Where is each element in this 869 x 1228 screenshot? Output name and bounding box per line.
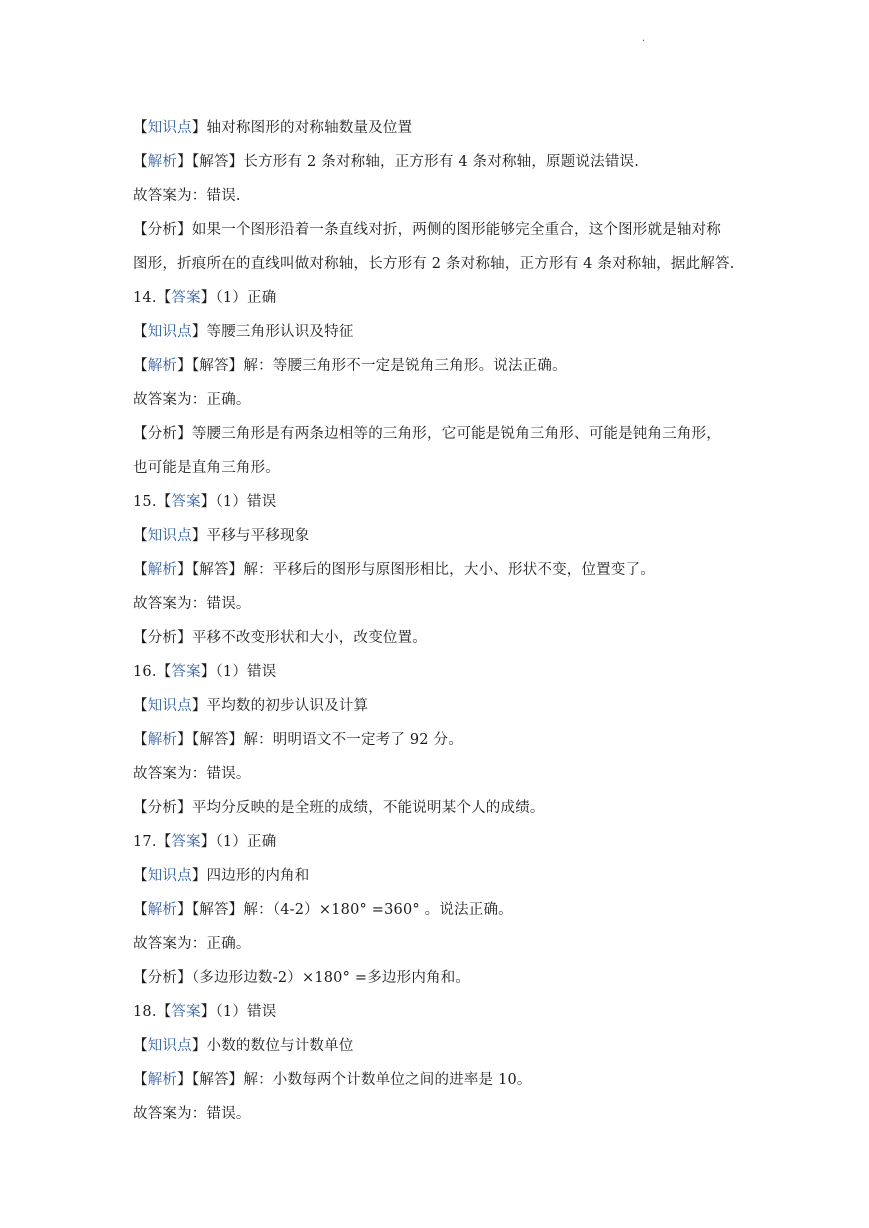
bracket-open: 【 bbox=[133, 324, 148, 340]
doc-line bbox=[133, 111, 743, 145]
line-tag: 答案 bbox=[171, 494, 201, 510]
bracket-open: 【 bbox=[133, 902, 148, 918]
bracket-open: 【 bbox=[156, 834, 172, 850]
line-tag: 解析 bbox=[147, 732, 178, 748]
line-tag: 知识点 bbox=[147, 1038, 192, 1054]
doc-line bbox=[133, 553, 743, 587]
line-subtag: 【分析】 bbox=[133, 800, 192, 816]
line-text: 故答案为：正确。 bbox=[133, 936, 251, 952]
bracket-open: 【 bbox=[133, 528, 148, 544]
doc-line bbox=[133, 213, 743, 247]
doc-line bbox=[133, 1029, 743, 1063]
bracket-close: 】 bbox=[200, 290, 216, 306]
line-text: 解：平移后的图形与原图形相比，大小、形状不变，位置变了。 bbox=[243, 562, 655, 578]
bracket-open: 【 bbox=[133, 868, 148, 884]
doc-line bbox=[133, 281, 743, 315]
bracket-open: 【 bbox=[156, 664, 172, 680]
doc-line bbox=[133, 757, 743, 791]
bracket-close: 】 bbox=[200, 494, 216, 510]
line-text: 轴对称图形的对称轴数量及位置 bbox=[206, 120, 413, 136]
bracket-open: 【 bbox=[156, 1004, 172, 1020]
line-text: 解：小数每两个计数单位之间的进率是 10。 bbox=[243, 1072, 532, 1088]
doc-line bbox=[133, 859, 743, 893]
line-tag: 答案 bbox=[171, 290, 201, 306]
doc-line bbox=[133, 893, 743, 927]
doc-line bbox=[133, 383, 743, 417]
line-text: 故答案为：正确。 bbox=[133, 392, 251, 408]
line-text: 解：等腰三角形不一定是锐角三角形。说法正确。 bbox=[243, 358, 567, 374]
bracket-close: 】 bbox=[191, 1038, 207, 1054]
doc-line bbox=[133, 485, 743, 519]
bracket-open: 【 bbox=[156, 290, 172, 306]
doc-line bbox=[133, 587, 743, 621]
line-number: 18. bbox=[133, 1004, 157, 1020]
bracket-close: 】 bbox=[177, 732, 192, 748]
line-tag: 知识点 bbox=[147, 868, 192, 884]
line-subtag: 【解答】 bbox=[191, 902, 244, 918]
line-subtag: 【分析】 bbox=[133, 222, 192, 238]
doc-line bbox=[133, 621, 743, 655]
doc-line bbox=[133, 927, 743, 961]
line-subtag: 【解答】 bbox=[191, 1072, 244, 1088]
bracket-close: 】 bbox=[177, 358, 192, 374]
line-subtag: 【分析】 bbox=[133, 970, 192, 986]
line-text: 平移不改变形状和大小，改变位置。 bbox=[191, 630, 428, 646]
doc-line bbox=[133, 247, 743, 281]
line-number: 14. bbox=[133, 290, 157, 306]
line-text: 故答案为：错误。 bbox=[133, 766, 251, 782]
line-text: 四边形的内角和 bbox=[206, 868, 310, 884]
line-text: （1）正确 bbox=[215, 290, 277, 306]
line-tag: 答案 bbox=[171, 664, 201, 680]
doc-line bbox=[133, 655, 743, 689]
doc-line bbox=[133, 995, 743, 1029]
bracket-open: 【 bbox=[133, 358, 148, 374]
line-tag: 解析 bbox=[147, 358, 178, 374]
line-text: 如果一个图形沿着一条直线对折，两侧的图形能够完全重合，这个图形就是轴对称 bbox=[191, 222, 722, 238]
line-text: （1）错误 bbox=[215, 664, 277, 680]
line-text: （1）错误 bbox=[215, 494, 277, 510]
line-text: 平移与平移现象 bbox=[206, 528, 310, 544]
line-number: 16. bbox=[133, 664, 157, 680]
line-tag: 答案 bbox=[171, 1004, 201, 1020]
line-text: 等腰三角形是有两条边相等的三角形，它可能是锐角三角形、可能是钝角三角形， bbox=[191, 426, 722, 442]
doc-line bbox=[133, 417, 743, 451]
bracket-open: 【 bbox=[133, 698, 148, 714]
doc-line bbox=[133, 689, 743, 723]
answer-content bbox=[133, 111, 743, 1131]
bracket-close: 】 bbox=[177, 902, 192, 918]
line-tag: 知识点 bbox=[147, 698, 192, 714]
line-text: 故答案为：错误. bbox=[133, 188, 241, 204]
bracket-close: 】 bbox=[177, 562, 192, 578]
doc-line bbox=[133, 519, 743, 553]
line-text: 图形，折痕所在的直线叫做对称轴，长方形有 2 条对称轴，正方形有 4 条对称轴，据此解答. bbox=[133, 256, 735, 272]
page-mark: . bbox=[642, 33, 646, 44]
doc-line bbox=[133, 961, 743, 995]
line-tag: 知识点 bbox=[147, 528, 192, 544]
line-text: 故答案为：错误。 bbox=[133, 596, 251, 612]
bracket-close: 】 bbox=[177, 154, 192, 170]
line-tag: 解析 bbox=[147, 154, 178, 170]
doc-line bbox=[133, 825, 743, 859]
doc-line bbox=[133, 791, 743, 825]
bracket-open: 【 bbox=[156, 494, 172, 510]
bracket-open: 【 bbox=[133, 732, 148, 748]
bracket-close: 】 bbox=[200, 664, 216, 680]
line-tag: 知识点 bbox=[147, 120, 192, 136]
bracket-open: 【 bbox=[133, 154, 148, 170]
doc-line bbox=[133, 179, 743, 213]
line-text: 解：明明语文不一定考了 92 分。 bbox=[243, 732, 463, 748]
bracket-close: 】 bbox=[191, 120, 207, 136]
line-text: 也可能是直角三角形。 bbox=[133, 460, 280, 476]
bracket-close: 】 bbox=[200, 1004, 216, 1020]
bracket-open: 【 bbox=[133, 120, 148, 136]
line-text: （1）错误 bbox=[215, 1004, 277, 1020]
line-subtag: 【分析】 bbox=[133, 426, 192, 442]
bracket-close: 】 bbox=[200, 834, 216, 850]
line-subtag: 【解答】 bbox=[191, 562, 244, 578]
line-text: 小数的数位与计数单位 bbox=[206, 1038, 354, 1054]
bracket-close: 】 bbox=[191, 868, 207, 884]
line-subtag: 【解答】 bbox=[191, 154, 244, 170]
doc-line bbox=[133, 349, 743, 383]
line-number: 17. bbox=[133, 834, 157, 850]
bracket-close: 】 bbox=[191, 528, 207, 544]
line-subtag: 【解答】 bbox=[191, 732, 244, 748]
line-text: （多边形边数-2）×180° =多边形内角和。 bbox=[191, 970, 471, 986]
line-text: 平均分反映的是全班的成绩，不能说明某个人的成绩。 bbox=[191, 800, 545, 816]
doc-line bbox=[133, 1063, 743, 1097]
line-tag: 解析 bbox=[147, 902, 178, 918]
bracket-close: 】 bbox=[191, 324, 207, 340]
line-text: （1）正确 bbox=[215, 834, 277, 850]
bracket-close: 】 bbox=[177, 1072, 192, 1088]
line-tag: 解析 bbox=[147, 562, 178, 578]
line-tag: 解析 bbox=[147, 1072, 178, 1088]
line-text: 长方形有 2 条对称轴，正方形有 4 条对称轴，原题说法错误. bbox=[243, 154, 640, 170]
line-tag: 知识点 bbox=[147, 324, 192, 340]
bracket-open: 【 bbox=[133, 1038, 148, 1054]
line-number: 15. bbox=[133, 494, 157, 510]
doc-line bbox=[133, 1097, 743, 1131]
doc-line bbox=[133, 315, 743, 349]
line-tag: 答案 bbox=[171, 834, 201, 850]
line-text: 平均数的初步认识及计算 bbox=[206, 698, 369, 714]
line-text: 等腰三角形认识及特征 bbox=[206, 324, 354, 340]
bracket-open: 【 bbox=[133, 1072, 148, 1088]
line-text: 解：（4-2）×180° =360° 。说法正确。 bbox=[243, 902, 513, 918]
line-subtag: 【解答】 bbox=[191, 358, 244, 374]
bracket-close: 】 bbox=[191, 698, 207, 714]
doc-line bbox=[133, 145, 743, 179]
doc-line bbox=[133, 723, 743, 757]
doc-line bbox=[133, 451, 743, 485]
line-text: 故答案为：错误。 bbox=[133, 1106, 251, 1122]
line-subtag: 【分析】 bbox=[133, 630, 192, 646]
bracket-open: 【 bbox=[133, 562, 148, 578]
